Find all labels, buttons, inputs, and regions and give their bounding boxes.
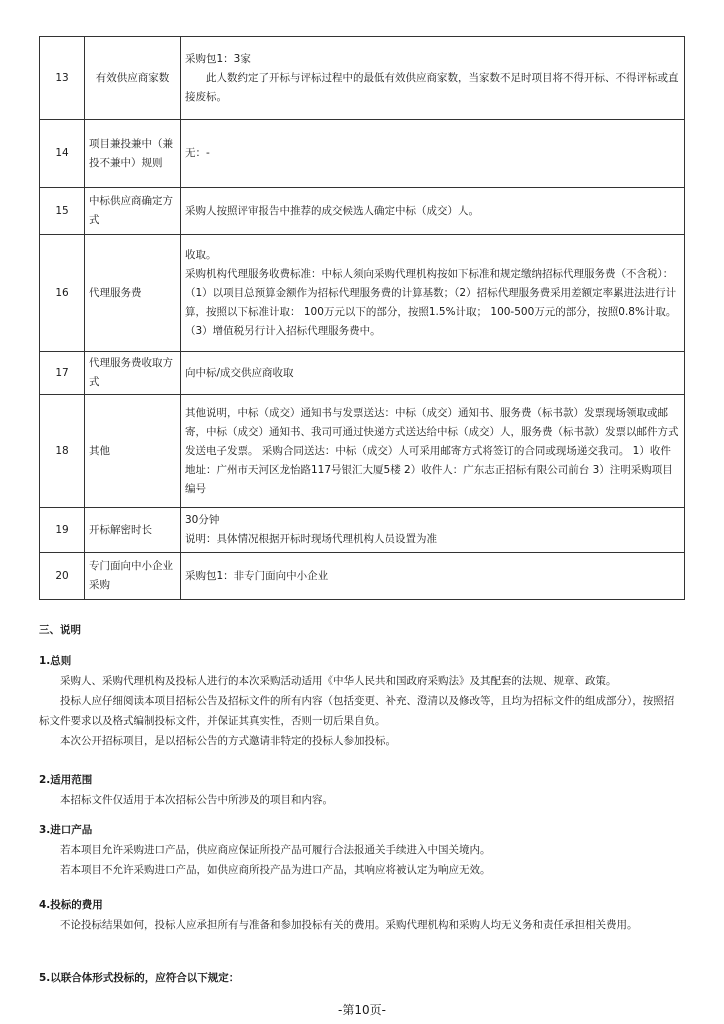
- row-content: 无：-: [181, 120, 685, 188]
- table-row: [40, 352, 685, 395]
- paragraph: 本次公开招标项目，是以招标公告的方式邀请非特定的投标人参加投标。: [60, 735, 396, 747]
- row-label: 项目兼投兼中（兼投不兼中）规则: [85, 120, 181, 188]
- paragraph: 不论投标结果如何，投标人应承担所有与准备和参加投标有关的费用。采购代理机构和采购人均无义务和责任承担相关费用。: [60, 919, 638, 931]
- section-heading: 2.适用范围: [39, 774, 93, 786]
- row-number: 14: [40, 120, 85, 188]
- row-number: 15: [40, 188, 85, 235]
- paragraph: 若本项目允许采购进口产品，供应商应保证所投产品可履行合法报通关手续进入中国关境内。: [60, 844, 491, 856]
- section-scope: [39, 770, 684, 810]
- section-heading: 5.以联合体形式投标的，应符合以下规定：: [39, 972, 240, 984]
- row-content: 采购人按照评审报告中推荐的成交候选人确定中标（成交）人。: [181, 188, 685, 235]
- page-number: -第10页-: [338, 1003, 386, 1017]
- row-content: 30分钟 说明：具体情况根据开标时现场代理机构人员设置为准: [181, 508, 685, 553]
- info-table: [39, 36, 685, 600]
- row-number: 19: [40, 508, 85, 553]
- table-row: [40, 235, 685, 352]
- paragraph: 本招标文件仅适用于本次招标公告中所涉及的项目和内容。: [60, 794, 333, 806]
- row-content: 其他说明，中标（成交）通知书与发票送达：中标（成交）通知书、服务费（标书款）发票现场领取或邮寄，中标（成交）通知书、我司可通过快递方式送达给中标（成交）人，服务费（标书款）发票以邮件方式发送电子发票。 采购合同送达：中标（成交）人可采用邮寄方式将签订的合同或现场递交我司。 1）收件地址：广州市天河区龙怡路117号银汇大厦5楼 2）收件人：广东志正招标有限公司前台 3）注明采购项目编号: [181, 395, 685, 508]
- section-general: [39, 651, 684, 751]
- row-content: 向中标/成交供应商收取: [181, 352, 685, 395]
- paragraph: 投标人应仔细阅读本项目招标公告及招标文件的所有内容（包括变更、补充、澄清以及修改等，且均为招标文件的组成部分），按照招标文件要求以及格式编制投标文件，并保证其真实性，否则一切后果自负。: [39, 695, 675, 727]
- row-label: 中标供应商确定方式: [85, 188, 181, 235]
- table-row: [40, 120, 685, 188]
- row-label: 代理服务费: [85, 235, 181, 352]
- row-content: 收取。 采购机构代理服务收费标准：中标人须向采购代理机构按如下标准和规定缴纳招标代理服务费（不含税）：（1）以项目总预算金额作为招标代理服务费的计算基数；（2）招标代理服务费采用差额定率累进法进行计算，按照以下标准计取： 100万元以下的部分，按照1.5%计取； 100-500万元的部分，按照0.8%计取。（3）增值税另行计入招标代理服务费中。: [181, 235, 685, 352]
- table-row: [40, 37, 685, 120]
- row-number: 16: [40, 235, 85, 352]
- row-content: 采购包1：非专门面向中小企业: [181, 553, 685, 600]
- section-heading: 1.总则: [39, 655, 72, 667]
- section-costs: [39, 895, 684, 935]
- table-row: [40, 188, 685, 235]
- table-row: [40, 508, 685, 553]
- section-consortium: [39, 968, 684, 988]
- section-imports: [39, 820, 684, 880]
- section-heading: 4.投标的费用: [39, 899, 103, 911]
- paragraph: 若本项目不允许采购进口产品，如供应商所投产品为进口产品，其响应将被认定为响应无效。: [60, 864, 491, 876]
- row-content: 采购包1：3家 此人数约定了开标与评标过程中的最低有效供应商家数，当家数不足时项目将不得开标、不得评标或直接废标。: [181, 37, 685, 120]
- row-number: 18: [40, 395, 85, 508]
- row-number: 20: [40, 553, 85, 600]
- section-heading: 3.进口产品: [39, 824, 93, 836]
- row-label: 其他: [85, 395, 181, 508]
- row-label: 专门面向中小企业采购: [85, 553, 181, 600]
- row-label: 有效供应商家数: [85, 37, 181, 120]
- row-number: 13: [40, 37, 85, 120]
- row-label: 开标解密时长: [85, 508, 181, 553]
- row-label: 代理服务费收取方式: [85, 352, 181, 395]
- table-row: [40, 395, 685, 508]
- section-title: 三、说明: [39, 624, 81, 636]
- row-number: 17: [40, 352, 85, 395]
- paragraph: 采购人、采购代理机构及投标人进行的本次采购活动适用《中华人民共和国政府采购法》及其配套的法规、规章、政策。: [60, 675, 617, 687]
- table-row: [40, 553, 685, 600]
